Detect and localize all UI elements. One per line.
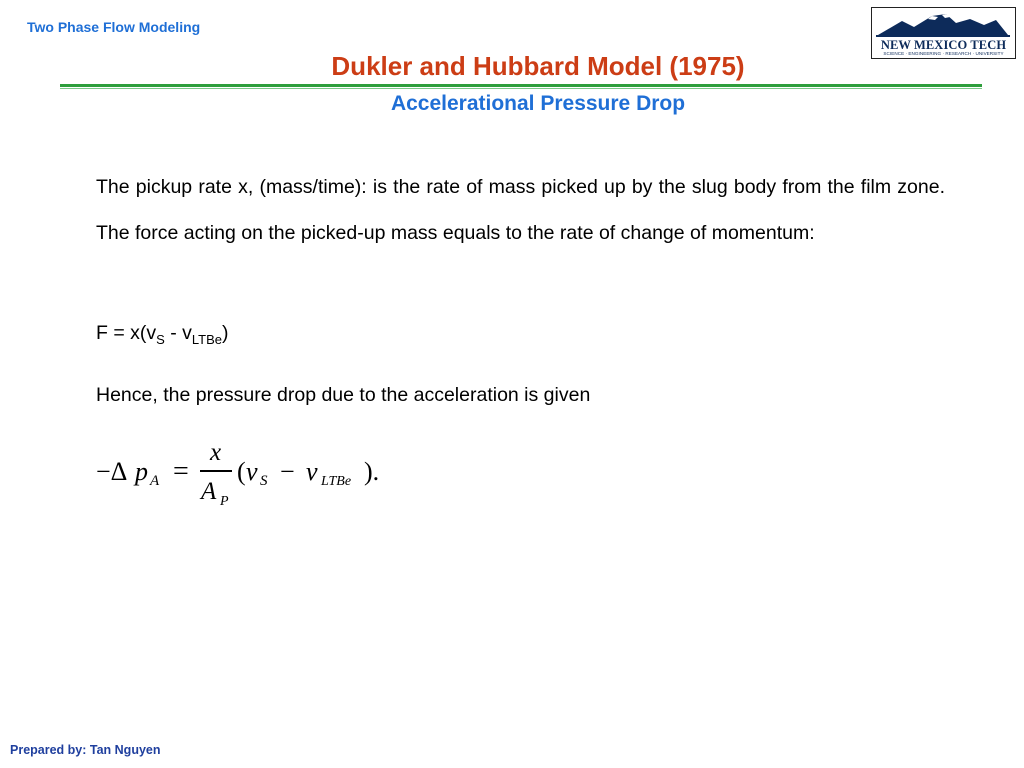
force-equation-middle: - v: [164, 322, 192, 344]
logo-name: NEW MEXICO TECH: [880, 38, 1007, 52]
formula-nu-ltbe: ν: [306, 457, 318, 486]
force-equation-suffix: ): [222, 322, 229, 344]
formula-fraction-bar: [200, 470, 232, 472]
slide-title: Dukler and Hubbard Model (1975): [331, 51, 745, 81]
formula-open-paren: (: [237, 457, 246, 486]
formula-nu-s: ν: [246, 457, 258, 486]
formula-minus: −: [280, 457, 295, 486]
hence-text: Hence, the pressure drop due to the acceleration is given: [96, 384, 591, 406]
formula-equals: =: [173, 456, 189, 487]
slide-subtitle: Accelerational Pressure Drop: [390, 92, 686, 115]
formula-nu-ltbe-sub: LTBe: [321, 474, 352, 489]
force-equation-sub-s: S: [156, 332, 165, 347]
logo-tagline: SCIENCE · ENGINEERING · RESEARCH · UNIVERSITY: [883, 51, 1004, 56]
formula-p-sub: A: [150, 473, 160, 489]
formula-close-paren: ).: [364, 457, 380, 486]
title-divider: [60, 84, 982, 87]
formula-denominator-sub: P: [220, 494, 229, 509]
formula-numerator: x: [210, 439, 222, 466]
formula-p: p: [135, 457, 148, 486]
force-equation: [96, 322, 229, 347]
mountain-logo-icon: [872, 8, 1014, 38]
title-divider-thin: [60, 88, 982, 89]
footer-prepared-by: Prepared by: Tan Nguyen: [10, 743, 161, 757]
pressure-drop-formula: [96, 436, 396, 511]
body-paragraph: The pickup rate x, (mass/time): is the rate of mass picked up by the slug body from the film zone. The force acting on the picked-up mass equals to the rate of change of momentum:: [96, 176, 945, 244]
force-equation-prefix: F = x(v: [96, 322, 157, 344]
formula-denominator: A: [201, 478, 217, 505]
course-title: Two Phase Flow Modeling: [27, 19, 201, 35]
force-equation-sub-ltbe: LTBe: [191, 332, 223, 347]
formula-minus-delta: −Δ: [96, 457, 128, 486]
formula-nu-s-sub: S: [260, 473, 268, 489]
